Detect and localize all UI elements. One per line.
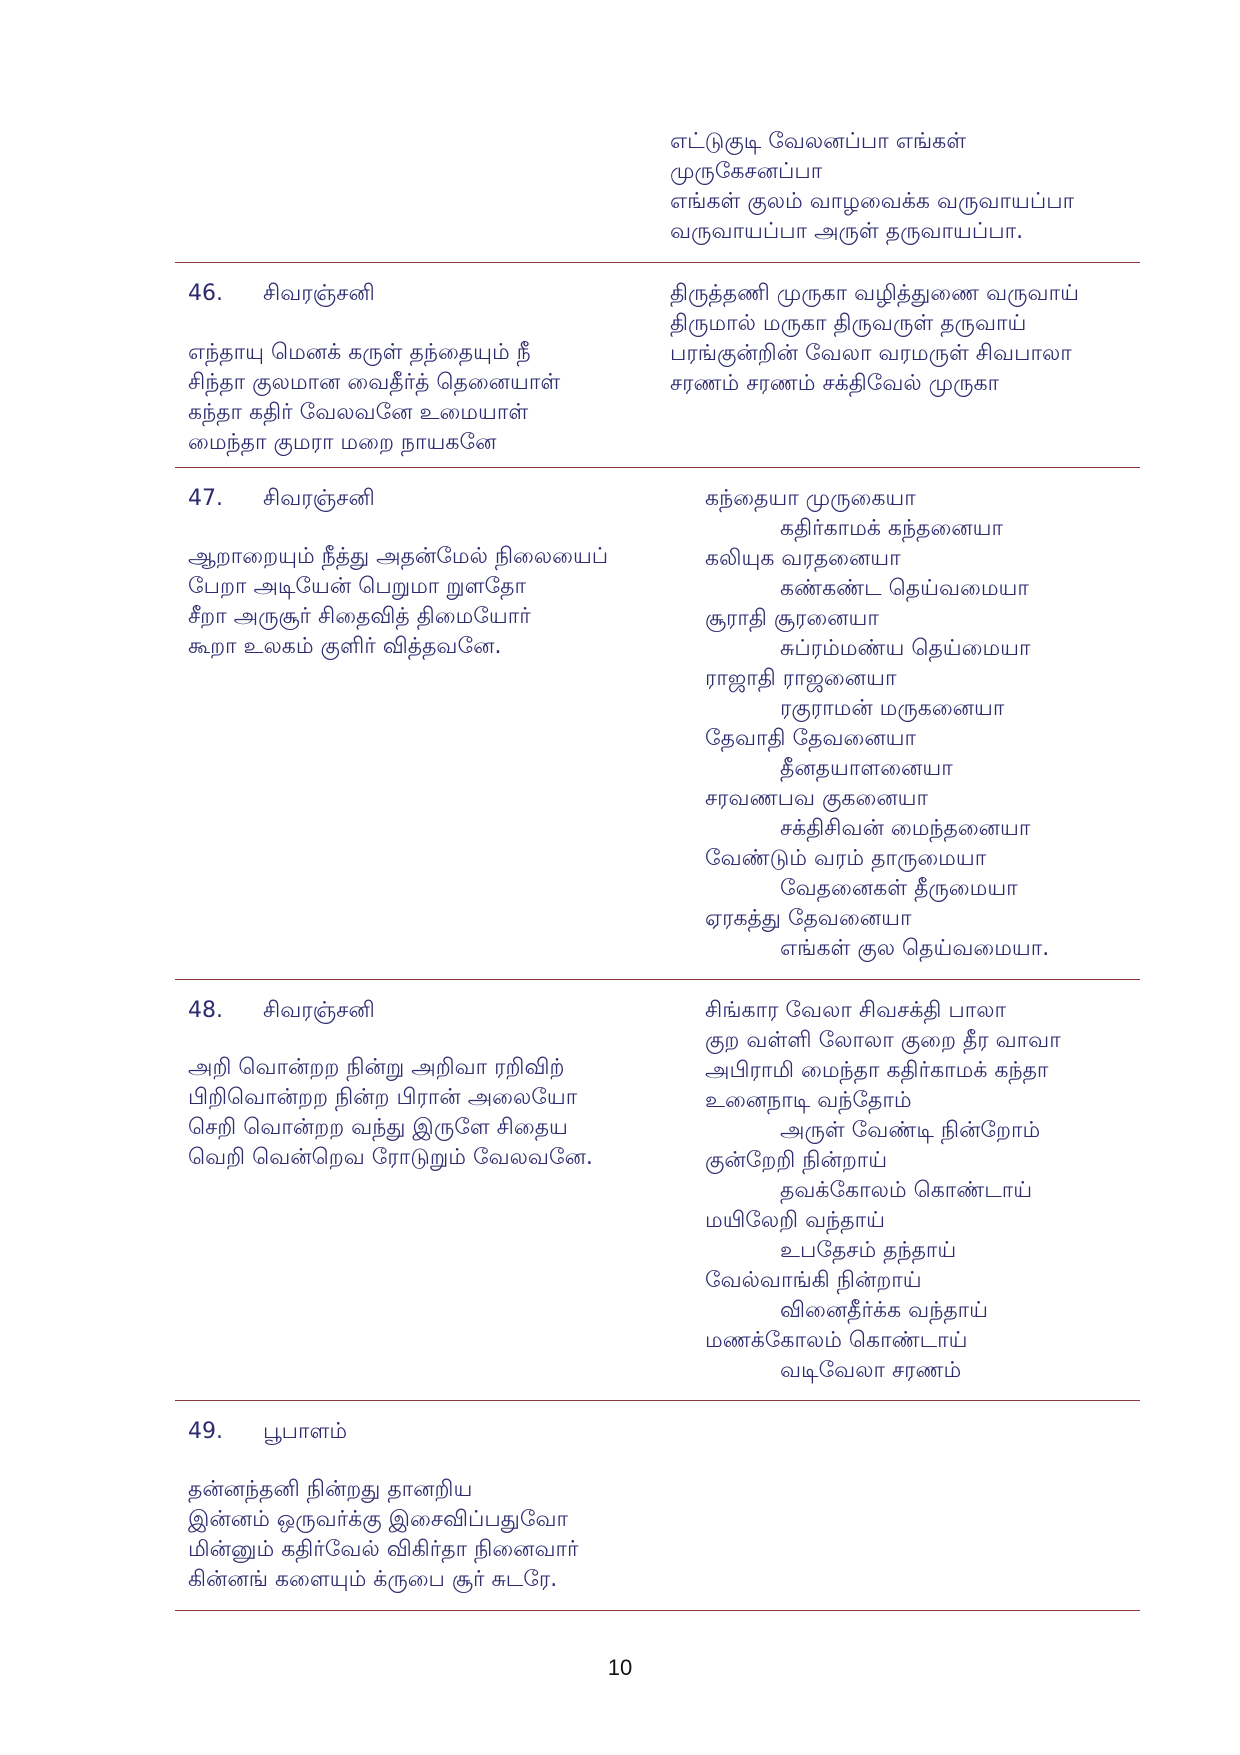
song-line: ஏரகத்து தேவனையா: [705, 906, 912, 931]
raga-name: சிவரஞ்சனி: [263, 998, 375, 1023]
song-line-indented: ரகுராமன் மருகனையா: [780, 696, 1005, 721]
song-line: பரங்குன்றின் வேலா வரமருள் சிவபாலா: [670, 341, 1072, 366]
verse-line: இன்னம் ஒருவர்க்கு இசைவிப்பதுவோ: [188, 1507, 569, 1532]
verse-line: எந்தாயு மெனக் கருள் தந்தையும் நீ: [188, 340, 531, 365]
song-line: எட்டுகுடி வேலனப்பா எங்கள்: [670, 129, 967, 154]
section-number: 47.: [188, 486, 223, 511]
song-line: கந்தையா முருகையா: [705, 486, 916, 511]
song-line-indented: தவக்கோலம் கொண்டாய்: [780, 1178, 1033, 1203]
song-line: மணக்கோலம் கொண்டாய்: [705, 1328, 968, 1353]
section-divider: [175, 1400, 1140, 1401]
raga-name: சிவரஞ்சனி: [263, 281, 375, 306]
song-line: முருகேசனப்பா: [670, 159, 823, 184]
verse-line: பிறிவொன்றற நின்ற பிரான் அலையோ: [188, 1085, 578, 1110]
song-line-indented: சக்திசிவன் மைந்தனையா: [780, 816, 1031, 841]
song-line-indented: கண்கண்ட தெய்வமையா: [780, 576, 1029, 601]
verse-line: கந்தா கதிர் வேலவனே உமையாள்: [188, 400, 529, 425]
song-line-indented: வேதனைகள் தீருமையா: [780, 876, 1018, 901]
verse-line: தன்னந்தனி நின்றது தானறிய: [188, 1477, 473, 1502]
song-line: அபிராமி மைந்தா கதிர்காமக் கந்தா: [705, 1058, 1049, 1083]
song-line: மயிலேறி வந்தாய்: [705, 1208, 885, 1233]
song-line: ராஜாதி ராஜனையா: [705, 666, 897, 691]
section-divider: [175, 467, 1140, 468]
verse-line: சீறா அருசூர் சிதைவித் திமையோர்: [188, 604, 531, 629]
song-line: வேல்வாங்கி நின்றாய்: [705, 1268, 922, 1293]
section-divider: [175, 1610, 1140, 1611]
raga-name: சிவரஞ்சனி: [263, 486, 375, 511]
section-number: 49.: [188, 1419, 223, 1444]
verse-line: அறி வொன்றற நின்று அறிவா ரறிவிற்: [188, 1055, 565, 1080]
song-line-indented: வினைதீர்க்க வந்தாய்: [780, 1298, 989, 1323]
page-number: 10: [607, 1655, 633, 1680]
song-line-indented: அருள் வேண்டி நின்றோம்: [780, 1118, 1041, 1143]
verse-line: மைந்தா குமரா மறை நாயகனே: [188, 430, 497, 455]
section-divider: [175, 262, 1140, 263]
section-number: 46.: [188, 281, 223, 306]
song-line: சரணம் சரணம் சக்திவேல் முருகா: [670, 371, 1000, 396]
verse-line: சிந்தா குலமான வைதீர்த் தெனையாள்: [188, 370, 561, 395]
song-line-indented: சுப்ரம்மண்ய தெய்மையா: [780, 636, 1031, 661]
song-line: வேண்டும் வரம் தாருமையா: [705, 846, 987, 871]
song-line: கலியுக வரதனையா: [705, 546, 901, 571]
song-line: உனைநாடி வந்தோம்: [705, 1088, 912, 1113]
raga-name: பூபாளம்: [263, 1419, 348, 1444]
song-line: திருமால் மருகா திருவருள் தருவாய்: [670, 311, 1027, 336]
song-line: தேவாதி தேவனையா: [705, 726, 917, 751]
verse-line: கூறா உலகம் குளிர் வித்தவனே.: [188, 634, 502, 659]
verse-line: கின்னங் களையும் க்ருபை சூர் சுடரே.: [188, 1567, 558, 1592]
song-line-indented: உபதேசம் தந்தாய்: [780, 1238, 957, 1263]
section-divider: [175, 979, 1140, 980]
song-line: எங்கள் குலம் வாழவைக்க வருவாயப்பா: [670, 189, 1075, 214]
verse-line: வெறி வென்றெவ ரோடுறும் வேலவனே.: [188, 1145, 593, 1170]
song-line-indented: தீனதயாளனையா: [780, 756, 953, 781]
section-number: 48.: [188, 998, 223, 1023]
song-line: சிங்கார வேலா சிவசக்தி பாலா: [705, 998, 1007, 1023]
song-line: சரவணபவ குகனையா: [705, 786, 929, 811]
song-line-indented: கதிர்காமக் கந்தனையா: [780, 516, 1003, 541]
song-line: குற வள்ளி லோலா குறை தீர வாவா: [705, 1028, 1061, 1053]
song-line: சூராதி சூரனையா: [705, 606, 879, 631]
song-line: குன்றேறி நின்றாய்: [705, 1148, 888, 1173]
song-line-indented: வடிவேலா சரணம்: [780, 1358, 962, 1383]
song-line: வருவாயப்பா அருள் தருவாயப்பா.: [670, 219, 1024, 244]
verse-line: செறி வொன்றற வந்து இருளே சிதைய: [188, 1115, 568, 1140]
song-line: திருத்தணி முருகா வழித்துணை வருவாய்: [670, 281, 1079, 306]
verse-line: பேறா அடியேன் பெறுமா றுளதோ: [188, 574, 526, 599]
verse-line: ஆறாறையும் நீத்து அதன்மேல் நிலையைப்: [188, 544, 609, 569]
verse-line: மின்னும் கதிர்வேல் விகிர்தா நினைவார்: [188, 1537, 579, 1562]
song-line-indented: எங்கள் குல தெய்வமையா.: [780, 936, 1050, 961]
